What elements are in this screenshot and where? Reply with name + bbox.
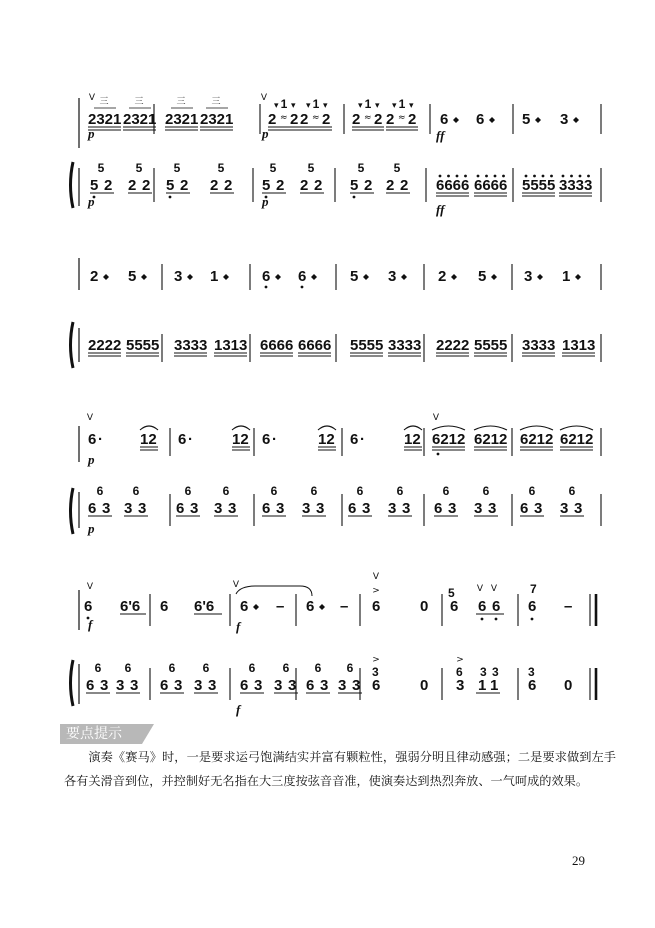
accent-mark: > — [456, 655, 464, 665]
harmony-note: 5 — [217, 161, 225, 175]
finger-number: 1 — [280, 97, 288, 111]
mark: ▾ — [274, 101, 279, 111]
note: 6 — [240, 598, 249, 615]
note-group: 6666 — [260, 337, 294, 354]
note-group: 12 — [318, 431, 335, 448]
finger-number: 1 — [398, 97, 406, 111]
harmony-note: 5 — [269, 161, 277, 175]
note: 3 — [352, 677, 361, 694]
slur — [520, 426, 553, 430]
note: 6 — [450, 598, 459, 615]
octave-dot — [494, 175, 497, 178]
harmony-note: 3 — [528, 665, 535, 679]
note: 2 — [268, 111, 277, 128]
note: 3 — [402, 500, 411, 517]
octave-dot — [495, 618, 498, 621]
mark: ▾ — [392, 101, 397, 111]
octave-dot — [169, 196, 172, 199]
harmony-note: 6 — [442, 484, 450, 498]
glide-mark: ≈ — [364, 113, 372, 123]
note-group: 6'6 — [120, 598, 141, 615]
note: 3 — [190, 500, 199, 517]
dynamic-mark: p — [262, 194, 269, 209]
note: 3 — [560, 111, 569, 128]
slur — [318, 426, 336, 430]
dynamic-mark: p — [88, 126, 95, 141]
diamond-mark — [537, 274, 543, 280]
note: 6 — [88, 500, 97, 517]
note: 1 — [490, 677, 499, 694]
diamond-mark — [223, 274, 229, 280]
note: 0 — [420, 677, 429, 694]
harmony-note: 5 — [393, 161, 401, 175]
note-group: 3333 — [388, 337, 422, 354]
finger-mark: 三 — [134, 97, 144, 107]
note: 6 — [434, 500, 443, 517]
note: 2 — [408, 111, 417, 128]
note: 3 — [560, 500, 569, 517]
diamond-mark — [187, 274, 193, 280]
harmony-note: 6 — [456, 665, 463, 679]
note: 3 — [228, 500, 237, 517]
note: 5 — [350, 177, 359, 194]
tie — [236, 586, 312, 596]
harmony-note: 3 — [480, 665, 487, 679]
note: 1 — [210, 268, 219, 285]
diamond-mark — [535, 117, 541, 123]
octave-dot — [525, 175, 528, 178]
diamond-mark — [573, 117, 579, 123]
dot: · — [98, 431, 103, 448]
brace — [71, 162, 74, 208]
note: 3 — [362, 500, 371, 517]
note: 3 — [194, 677, 203, 694]
note: 6 — [306, 677, 315, 694]
note: 6 — [262, 268, 271, 285]
octave-dot — [265, 286, 268, 289]
note-group: 2222 — [436, 337, 470, 354]
note: 3 — [388, 500, 397, 517]
diamond-mark — [311, 274, 317, 280]
glide-mark: ≈ — [398, 113, 406, 123]
note: 5 — [166, 177, 175, 194]
note: 3 — [388, 268, 397, 285]
mark: ▾ — [409, 101, 414, 111]
note: 6 — [372, 677, 381, 694]
note: 6 — [350, 431, 359, 448]
note: 6 — [160, 677, 169, 694]
note: 2 — [386, 111, 395, 128]
note: 2 — [128, 177, 137, 194]
note: 3 — [320, 677, 329, 694]
diamond-mark — [253, 604, 259, 610]
dynamic-mark: ff — [436, 128, 445, 143]
note: 2 — [364, 177, 373, 194]
note: 3 — [338, 677, 347, 694]
glide-mark: ≈ — [280, 113, 288, 123]
slur — [560, 426, 593, 430]
harmony-note: 5 — [135, 161, 143, 175]
octave-dot — [456, 175, 459, 178]
note-group: 2321 — [88, 111, 122, 128]
harmony-note: 5 — [173, 161, 181, 175]
octave-dot — [562, 175, 565, 178]
note: 2 — [210, 177, 219, 194]
bow-mark: V — [86, 582, 94, 592]
mark: ▾ — [323, 101, 328, 111]
dash: – — [276, 598, 285, 615]
note: 6 — [178, 431, 187, 448]
note: 6 — [440, 111, 449, 128]
slur — [232, 426, 250, 430]
octave-dot — [437, 453, 440, 456]
note: 2 — [300, 111, 309, 128]
diamond-mark — [363, 274, 369, 280]
note: 6 — [88, 431, 97, 448]
note: 2 — [314, 177, 323, 194]
harmony-note: 6 — [528, 484, 536, 498]
slur — [404, 426, 422, 430]
note: 2 — [438, 268, 447, 285]
note: 2 — [142, 177, 151, 194]
note-group: 6666 — [436, 177, 470, 194]
octave-dot — [550, 175, 553, 178]
note-group: 6666 — [474, 177, 508, 194]
harmony-note: 6 — [168, 661, 176, 675]
bow-mark: V — [490, 584, 498, 594]
note: 2 — [374, 111, 383, 128]
octave-dot — [301, 286, 304, 289]
harmony-note: 6 — [396, 484, 404, 498]
note: 3 — [116, 677, 125, 694]
note-group: 6212 — [474, 431, 508, 448]
note: 3 — [456, 677, 465, 694]
octave-dot — [502, 175, 505, 178]
note: 5 — [350, 268, 359, 285]
dynamic-mark: p — [88, 521, 95, 536]
finger-mark: 三 — [99, 97, 109, 107]
note: 2 — [104, 177, 113, 194]
bow-mark: V — [432, 413, 440, 423]
note: 2 — [180, 177, 189, 194]
octave-dot — [481, 618, 484, 621]
bow-mark: V — [372, 572, 380, 582]
octave-dot — [485, 175, 488, 178]
octave-dot — [533, 175, 536, 178]
note-group: 6666 — [298, 337, 332, 354]
harmony-note: 6 — [184, 484, 192, 498]
note: 0 — [420, 598, 429, 615]
diamond-mark — [103, 274, 109, 280]
note: 3 — [488, 500, 497, 517]
dynamic-mark: f — [88, 617, 93, 632]
note-group: 12 — [140, 431, 157, 448]
note: 6 — [84, 598, 93, 615]
note: 6 — [520, 500, 529, 517]
note-group: 3333 — [522, 337, 556, 354]
note: 3 — [174, 677, 183, 694]
harmony-note: 6 — [282, 661, 290, 675]
note: 3 — [138, 500, 147, 517]
harmony-note: 5 — [97, 161, 105, 175]
note: 3 — [174, 268, 183, 285]
harmony-note: 6 — [94, 661, 102, 675]
diamond-mark — [489, 117, 495, 123]
note-group: 6212 — [520, 431, 554, 448]
note-group: 2321 — [165, 111, 199, 128]
harmony-note: 6 — [222, 484, 230, 498]
brace — [71, 660, 74, 706]
note: 2 — [352, 111, 361, 128]
note: 5 — [522, 111, 531, 128]
note: 6 — [476, 111, 485, 128]
diamond-mark — [575, 274, 581, 280]
note-group: 12 — [404, 431, 421, 448]
harmony-note: 6 — [310, 484, 318, 498]
dynamic-mark: p — [262, 126, 269, 141]
mark: ▾ — [375, 101, 380, 111]
note: 6 — [160, 598, 169, 615]
octave-dot — [570, 175, 573, 178]
harmony-note: 6 — [202, 661, 210, 675]
diamond-mark — [491, 274, 497, 280]
note-group: 6212 — [432, 431, 466, 448]
harmony-note: 6 — [132, 484, 140, 498]
dynamic-mark: p — [88, 452, 95, 467]
note-group: 1313 — [214, 337, 248, 354]
harmony-note: 6 — [346, 661, 354, 675]
harmony-note: 7 — [530, 582, 537, 596]
note-group: 5555 — [350, 337, 384, 354]
accent-mark: > — [372, 655, 380, 665]
note: 6 — [372, 598, 381, 615]
note: 6 — [528, 598, 537, 615]
octave-dot — [587, 175, 590, 178]
finger-mark: 三 — [176, 97, 186, 107]
note: 3 — [524, 268, 533, 285]
note: 3 — [100, 677, 109, 694]
page-number: 29 — [572, 853, 585, 868]
note: 5 — [478, 268, 487, 285]
note: 6 — [176, 500, 185, 517]
octave-dot — [464, 175, 467, 178]
note: 3 — [102, 500, 111, 517]
dot: · — [188, 431, 193, 448]
note: 6 — [478, 598, 487, 615]
octave-dot — [447, 175, 450, 178]
note: 3 — [124, 500, 133, 517]
note: 6 — [348, 500, 357, 517]
harmony-note: 6 — [96, 484, 104, 498]
note-group: 1313 — [562, 337, 596, 354]
harmony-note: 6 — [248, 661, 256, 675]
note: 3 — [130, 677, 139, 694]
note: 2 — [322, 111, 331, 128]
note: 2 — [276, 177, 285, 194]
note: 1 — [478, 677, 487, 694]
brace — [71, 488, 74, 534]
accent-mark: > — [372, 586, 380, 596]
octave-dot — [353, 196, 356, 199]
note: 3 — [474, 500, 483, 517]
harmony-note: 3 — [492, 665, 499, 679]
note: 3 — [574, 500, 583, 517]
octave-dot — [531, 618, 534, 621]
mark: ▾ — [358, 101, 363, 111]
harmony-note: 5 — [307, 161, 315, 175]
note: 6 — [528, 677, 537, 694]
octave-dot — [439, 175, 442, 178]
note: 3 — [208, 677, 217, 694]
harmony-note: 3 — [372, 665, 379, 679]
harmony-note: 6 — [314, 661, 322, 675]
note: 3 — [288, 677, 297, 694]
note-group: 2321 — [200, 111, 234, 128]
tips-title: 要点提示 — [60, 724, 142, 744]
note: 2 — [386, 177, 395, 194]
diamond-mark — [401, 274, 407, 280]
dynamic-mark: p — [88, 194, 95, 209]
dynamic-mark: f — [236, 702, 241, 717]
slur — [432, 426, 465, 430]
octave-dot — [579, 175, 582, 178]
mark: ▾ — [291, 101, 296, 111]
harmony-note: 6 — [270, 484, 278, 498]
glide-mark: ≈ — [312, 113, 320, 123]
diamond-mark — [451, 274, 457, 280]
note-group: 3333 — [174, 337, 208, 354]
harmony-note: 6 — [356, 484, 364, 498]
note: 3 — [302, 500, 311, 517]
harmony-note: 5 — [357, 161, 365, 175]
note: 3 — [316, 500, 325, 517]
dot: · — [360, 431, 365, 448]
bow-mark: V — [232, 580, 240, 590]
note-group: 5555 — [522, 177, 556, 194]
diamond-mark — [141, 274, 147, 280]
diamond-mark — [453, 117, 459, 123]
mark: ▾ — [306, 101, 311, 111]
note-group: 3333 — [559, 177, 593, 194]
note: 3 — [274, 677, 283, 694]
note: 6 — [492, 598, 501, 615]
note: 5 — [128, 268, 137, 285]
note-group: 5555 — [126, 337, 160, 354]
note: 6 — [240, 677, 249, 694]
octave-dot — [477, 175, 480, 178]
diamond-mark — [275, 274, 281, 280]
note: 2 — [90, 268, 99, 285]
note-group: 12 — [232, 431, 249, 448]
dash: – — [340, 598, 349, 615]
bow-mark: V — [260, 93, 268, 103]
note: 6 — [262, 431, 271, 448]
slur — [474, 426, 507, 430]
note: 6 — [86, 677, 95, 694]
harmony-note: 6 — [568, 484, 576, 498]
grace-note: 5 — [448, 586, 455, 600]
octave-dot — [542, 175, 545, 178]
diamond-mark — [319, 604, 325, 610]
dynamic-mark: f — [236, 619, 241, 634]
note-group: 2321 — [123, 111, 157, 128]
note: 6 — [298, 268, 307, 285]
note: 3 — [254, 677, 263, 694]
dot: · — [272, 431, 277, 448]
finger-number: 1 — [364, 97, 372, 111]
note: 3 — [214, 500, 223, 517]
note-group: 5555 — [474, 337, 508, 354]
finger-number: 1 — [312, 97, 320, 111]
tips-body: 演奏《赛马》时，一是要求运弓饱满结实并富有颗粒性，强弱分明且律动感强；二是要求做到左手各有关滑音到位，并控制好无名指在大三度按弦音音准，使演奏达到热烈奔放、一气呵成的效果。 — [64, 750, 616, 788]
note: 3 — [276, 500, 285, 517]
note: 2 — [400, 177, 409, 194]
note: 3 — [448, 500, 457, 517]
note: 6 — [306, 598, 315, 615]
harmony-note: 6 — [124, 661, 132, 675]
note: 2 — [290, 111, 299, 128]
note-group: 2222 — [88, 337, 122, 354]
note: 2 — [224, 177, 233, 194]
finger-mark: 三 — [211, 97, 221, 107]
note: 5 — [90, 177, 99, 194]
note: 3 — [534, 500, 543, 517]
bow-mark: V — [88, 93, 96, 103]
note: 2 — [300, 177, 309, 194]
harmony-note: 6 — [482, 484, 490, 498]
note: 6 — [262, 500, 271, 517]
note: 5 — [262, 177, 271, 194]
slur — [140, 426, 158, 430]
dash: – — [564, 598, 573, 615]
note: 0 — [564, 677, 573, 694]
note: 1 — [562, 268, 571, 285]
note-group: 6212 — [560, 431, 594, 448]
bow-mark: V — [86, 413, 94, 423]
note-group: 6'6 — [194, 598, 215, 615]
brace — [71, 322, 74, 368]
bow-mark: V — [476, 584, 484, 594]
dynamic-mark: ff — [436, 202, 445, 217]
